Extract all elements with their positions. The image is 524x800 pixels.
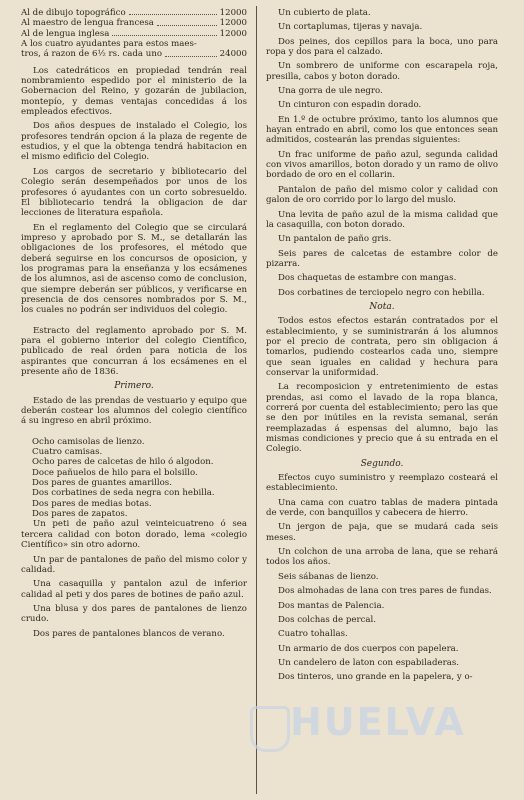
list-item: Una casaquilla y pantalon azul de inferior calidad al peti y dos pares de botines de paño azul.	[21, 579, 247, 600]
watermark: HUELVA	[290, 700, 466, 744]
list-item: Un par de pantalones de paño del mismo color y calidad.	[21, 554, 247, 575]
clothing-list-b	[21, 519, 247, 638]
heading-segundo: Segundo.	[360, 458, 404, 469]
list-item: Ocho pares de calcetas de hilo ó algodon.	[32, 457, 214, 468]
paragraph: Todos estos efectos estarán contratados por el establecimiento, y se suministrarán á los alumnos por el precio de contrata, pero sin obligacion á tomarlos, pudiendo costearlos cada uno, siempre que sean iguales en calidad y hechura para conservar la uniformidad.	[266, 316, 498, 378]
list-item: Una cama con cuatro tablas de madera pintada de verde, con banquillos y cabecera de hierro.	[266, 497, 498, 519]
list-item: Doce pañuelos de hilo para el bolsillo.	[32, 467, 198, 478]
salary-list	[21, 8, 247, 39]
paragraph: Los cargos de secretario y bibliotecario del Colegio serán desempeñados por unos de los profesores ó ayudantes con un corto sobresueldo. El bibliotecario tendrá la obligacion de dar lecciones de literatura española.	[21, 166, 247, 219]
ayudantes-row-2: tros, á razon de 6½ rs. cada uno 24000	[21, 49, 247, 60]
library-seal-icon	[250, 706, 290, 752]
salary-row	[21, 8, 247, 18]
list-item: Un armario de dos cuerpos con papelera.	[278, 643, 459, 654]
list-item: Dos corbatines de terciopelo negro con hebilla.	[278, 287, 485, 298]
heading-nota: Nota.	[369, 301, 395, 312]
list-item: Un pantalon de paño gris.	[278, 234, 392, 245]
list-item: Dos chaquetas de estambre con mangas.	[278, 273, 457, 284]
paragraph: Dos años despues de instalado el Colegio, los profesores tendrán opcion á la plaza de regente de estudios, y el que la obtenga tendrá habitacion en el mismo edificio del Colegio.	[21, 121, 247, 163]
list-item: Dos colchas de percal.	[278, 614, 376, 625]
list-item: Un colchon de una arroba de lana, que se rehará todos los años.	[266, 547, 498, 568]
list-item: Un cinturon con espadin dorado.	[278, 100, 422, 111]
salary-label: Al de lengua inglesa	[21, 28, 110, 39]
list-item: Pantalon de paño del mismo color y calidad con galon de oro corrido por lo largo del muslo.	[266, 184, 498, 206]
left-paragraphs	[21, 66, 247, 316]
list-item: Cuatro tohallas.	[278, 629, 348, 640]
list-item: Una blusa y dos pares de pantalones de lienzo crudo.	[21, 603, 247, 625]
clothing-list-a	[21, 437, 247, 520]
list-item: Seis pares de calcetas de estambre color de pizarra.	[266, 248, 498, 269]
list-item: Una levita de paño azul de la misma calidad que la casaquilla, con boton dorado.	[266, 209, 498, 230]
list-item: Ocho camisolas de lienzo.	[32, 436, 145, 447]
list-item: Dos pares de zapatos.	[32, 509, 128, 520]
column-divider	[256, 6, 257, 794]
supplies-list	[266, 498, 498, 683]
equipment-list	[266, 8, 498, 111]
list-item: Un frac uniforme de paño azul, segunda calidad con vivos amarillos, boton dorado y un ramo de olivo bordado de oro en el collarin.	[266, 149, 498, 181]
list-item: Dos pares de medias botas.	[32, 498, 152, 509]
left-column	[21, 8, 247, 643]
salary-amount: 12000	[219, 28, 247, 39]
right-column	[266, 8, 498, 687]
list-item: Seis sábanas de lienzo.	[278, 571, 379, 582]
list-item: Un cubierto de plata.	[278, 8, 371, 18]
nota-paragraphs	[266, 316, 498, 454]
octubre-paragraph: En 1.º de octubre próximo, tanto los alumnos que hayan entrado en abril, como los que entonces sean admitidos, costearán las prendas siguientes:	[266, 114, 498, 146]
salary-row	[21, 18, 247, 28]
list-item: Cuatro camisas.	[32, 447, 103, 458]
list-item: Dos pares de guantes amarillos.	[32, 478, 172, 489]
paragraph: La recomposicion y entretenimiento de estas prendas, asi como el lavado de la ropa blanca, correrá por cuenta del establecimiento; pero las que se den por inútiles en la revista semanal, serán reemplazadas á espensas del alumno, bajo las mismas condiciones y precio que á su entrada en el Colegio.	[266, 382, 498, 455]
list-item: Dos corbatines de seda negra con hebilla.	[32, 488, 215, 499]
salary-amount: 12000	[219, 8, 247, 18]
list-item: Un cortaplumas, tijeras y navaja.	[278, 22, 423, 33]
ayudantes-row-1: A los cuatro ayudantes para estos maes-	[21, 39, 197, 50]
list-item: Un peti de paño azul veinteicuatreno ó sea tercera calidad con boton dorado, lema «colegio Científico» sin otro adorno.	[21, 519, 247, 551]
extract-paragraph: Estracto del reglamento aprobado por S. M. para el gobierno interior del colegio Científico, publicado de real órden para noticia de los aspirantes que concurran á los ecsámenes en el presente año de 1836.	[21, 325, 247, 377]
uniform-list	[266, 150, 498, 298]
salary-amount: 12000	[219, 18, 247, 29]
salary-row	[21, 29, 247, 39]
list-item: Un jergon de paja, que se mudará cada seis meses.	[266, 522, 498, 543]
list-item: Un candelero de laton con espabiladeras.	[278, 657, 459, 668]
list-item: Un sombrero de uniforme con escarapela roja, presilla, cabos y boton dorado.	[266, 61, 498, 82]
salary-label: Al de dibujo topográfico	[21, 8, 126, 18]
paragraph: Los catedráticos en propiedad tendrán real nombramiento espedido por el ministerio de la Gobernacion del Reino, y gozarán de jubilacion, montepío, y demas ventajas concedidas á los empleados efectivos.	[21, 65, 247, 118]
paragraph: En el reglamento del Colegio que se circulará impreso y aprobado por S. M., se detallarán las obligaciones de los profesores, el método que deberá seguirse en los concursos de oposicion, y los programas para la enseñanza y los ecsámenes de los alumnos, asi de ascenso como de conclusion, que siempre deberán ser públicos, y verificarse en presencia de dos censores nombrados por S. M., los cuales no podrán ser individuos del colegio.	[21, 222, 247, 316]
list-item: Dos mantas de Palencia.	[278, 600, 385, 611]
list-item: Dos tinteros, uno grande en la papelera, y o-	[278, 672, 473, 683]
list-item: Dos pares de pantalones blancos de verano.	[33, 628, 225, 639]
salary-label: Al maestro de lengua francesa	[21, 18, 154, 29]
list-item: Una gorra de ule negro.	[278, 86, 383, 97]
heading-primero: Primero.	[114, 381, 154, 392]
list-item: Dos almohadas de lana con tres pares de fundas.	[278, 586, 492, 597]
intro-primero: Estado de las prendas de vestuario y equipo que deberán costear los alumnos del colegio científico á su ingreso en abril próximo.	[21, 395, 247, 427]
list-item: Dos peines, dos cepillos para la boca, uno para ropa y dos para el calzado.	[266, 36, 498, 58]
intro-segundo: Efectos cuyo suministro y reemplazo costeará el establecimiento.	[266, 473, 498, 494]
